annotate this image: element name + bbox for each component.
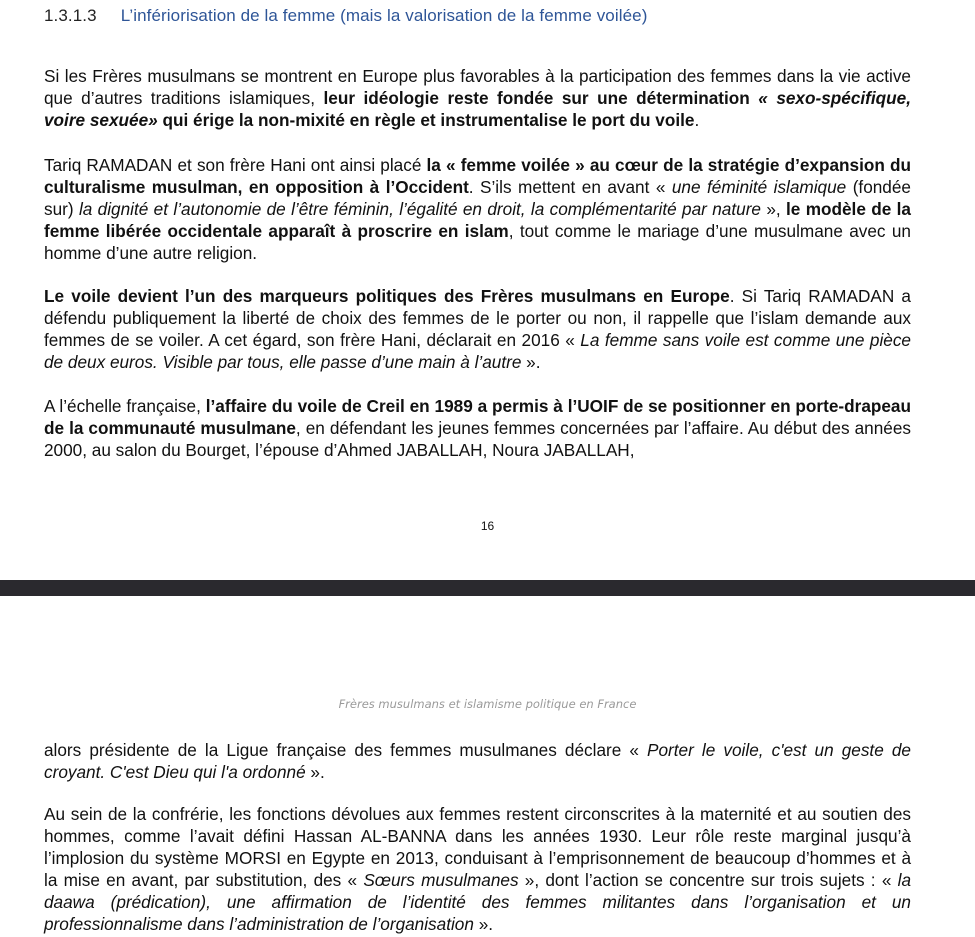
paragraph [44, 65, 911, 131]
text-run: A l’échelle française, [44, 396, 206, 417]
text-run: La femme sans voile est comme une pièce de deux euros. Visible par tous, elle passe d’une main à l’autre [44, 330, 911, 373]
page-number: 16 [480, 519, 495, 533]
page-separator [0, 580, 975, 596]
text-run: Si les Frères musulmans se montrent en Europe plus favorables à la participation des femmes dans la vie active que d’autres traditions islamiques, [44, 66, 911, 109]
text-run: l’affaire du voile de Creil en 1989 a permis à l’UOIF de se positionner en porte-drapeau de la communauté musulmane [44, 396, 911, 439]
text-run: . S’ils mettent en avant « [468, 177, 672, 198]
text-run: le modèle de la femme libérée occidentale apparaît à proscrire en islam [44, 199, 911, 242]
running-header: Frères musulmans et islamisme politique en France [338, 697, 637, 711]
text-run: Porter le voile, c'est un geste de croyant. C'est Dieu qui l'a ordonné [44, 740, 911, 783]
text-run: « sexo-spécifique, voire sexuée» [44, 88, 911, 131]
text-run: , en défendant les jeunes femmes concernées par l’affaire. Au début des années 2000, au salon du Bourget, l’épouse d’Ahmed JABALLAH, Noura JABALLAH, [44, 418, 911, 461]
text-run: (fondée sur) [44, 177, 911, 220]
text-run: ». [473, 914, 494, 935]
text-run: . Si Tariq RAMADAN a défendu publiquement la liberté de choix des femmes de le porter ou non, il rappelle que l’islam demande aux femmes de se voiler. A cet égard, son frère Hani, déclarait en 2016 « [44, 286, 911, 351]
text-run: la « femme voilée » au cœur de la stratégie d’expansion du culturalisme musulman, en opposition à l’Occident [44, 155, 911, 198]
text-run: », [760, 199, 787, 220]
section-heading [44, 6, 647, 26]
text-run: leur idéologie reste fondée sur une détermination [323, 88, 759, 109]
paragraph [44, 803, 911, 935]
text-run: la daawa (prédication), une affirmation de l’identité des femmes militantes dans l’organisation et un professionnalisme dans l’administration de l’organisation [44, 870, 912, 935]
section-number: 1.3.1.3 [44, 6, 97, 25]
paragraph [44, 285, 911, 373]
document-page-17 [0, 596, 975, 937]
text-run: Au sein de la confrérie, les fonctions dévolues aux femmes restent circonscrites à la maternité et au soutien des hommes, comme l’avait défini Hassan AL-BANNA dans les années 1930. Leur rôle reste marginal jusqu’à l’implosion du système MORSI en Egypte en 2013, conduisant à l’emprisonnement de beaucoup d’hommes et à la mise en avant, par substitution, des « [44, 804, 911, 891]
text-run: », dont l’action se concentre sur trois sujets : « [518, 870, 898, 891]
text-run: Le voile devient l’un des marqueurs politiques des Frères musulmans en Europe [44, 286, 730, 307]
text-run: qui érige la non-mixité en règle et instrumentalise le port du voile [157, 110, 695, 131]
section-title: L’infériorisation de la femme (mais la valorisation de la femme voilée) [120, 6, 648, 25]
paragraph [44, 395, 911, 461]
text-run: alors présidente de la Ligue française des femmes musulmanes déclare « [44, 740, 648, 761]
text-run: Sœurs musulmanes [363, 870, 519, 891]
paragraph [44, 739, 911, 783]
paragraph [44, 154, 911, 264]
text-run: , tout comme le mariage d’une musulmane avec un homme d’une autre religion. [44, 221, 911, 264]
text-run: ». [521, 352, 541, 373]
text-run: . [694, 110, 700, 131]
text-run: une féminité islamique [671, 177, 847, 198]
text-run: ». [305, 762, 325, 783]
text-run: la dignité et l’autonomie de l’être féminin, l’égalité en droit, la complémentarité par nature [78, 199, 761, 220]
text-run: Tariq RAMADAN et son frère Hani ont ainsi placé [44, 155, 427, 176]
